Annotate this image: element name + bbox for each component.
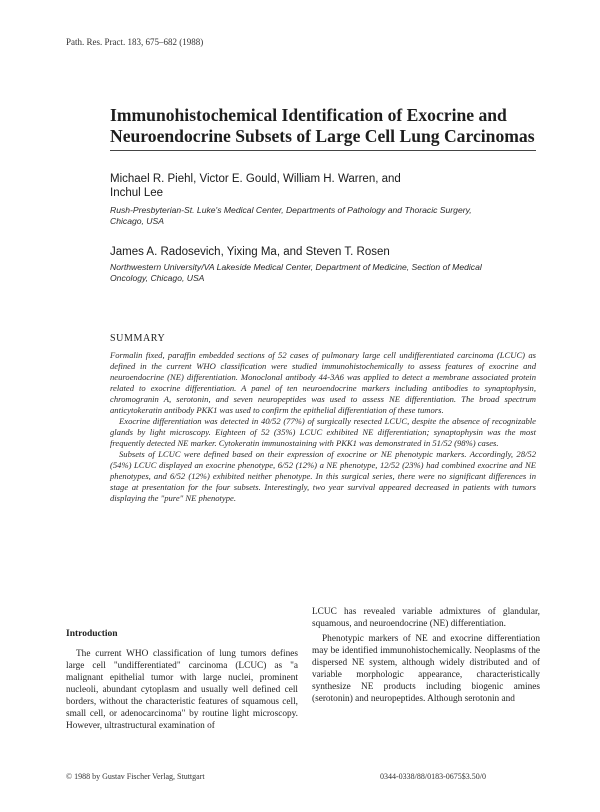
body-paragraph: LCUC has revealed variable admixtures of glandular, squamous, and neuroendocrine (NE) differentiation. — [312, 607, 540, 629]
journal-reference: Path. Res. Pract. 183, 675–682 (1988) — [66, 37, 204, 47]
author-group-1: Michael R. Piehl, Victor E. Gould, William H. Warren, and Inchul Lee — [110, 173, 401, 199]
author-group-2: James A. Radosevich, Yixing Ma, and Steven T. Rosen — [110, 246, 390, 258]
body-paragraph: Phenotypic markers of NE and exocrine differentiation may be identified immunohistochemically. Neoplasms of the dispersed NE system, although widely distributed and of variable morphologic appearance, characteristically synthesize NE products including biogenic amines (serotonin) and neuropeptides. Although serotonin and — [312, 634, 540, 704]
body-column-right — [312, 606, 540, 708]
article-title — [110, 105, 550, 147]
abstract-paragraph: Exocrine differentiation was detected in 40/52 (77%) of surgically resected LCUC, despite the absence of recognizable glands by light microscopy. Eighteen of 52 (35%) LCUC exhibited NE differentiation; synaptophysin was the most frequently detected NE marker. Cytokeratin immunostaining with PKK1 was demonstrated in 51/52 (98%) cases. — [110, 416, 536, 448]
body-paragraph: The current WHO classification of lung tumors defines large cell "undifferentiated" carcinoma (LCUC) as "a malignant epithelial tumor with large nuclei, prominent nucleoli, abundant cytoplasm and usually well defined cell borders, without the characteristic features of squamous cell, small cell, or adenocarcinoma" by routine light microscopy. However, ultrastructural examination of — [66, 649, 298, 731]
introduction-heading: Introduction — [66, 629, 118, 639]
title-divider — [110, 150, 536, 151]
copyright-notice: © 1988 by Gustav Fischer Verlag, Stuttgart — [66, 772, 205, 781]
article-code: 0344-0338/88/0183-0675$3.50/0 — [380, 772, 486, 781]
affiliation-2: Northwestern University/VA Lakeside Medical Center, Department of Medicine, Section of Medical Oncology, Chicago, USA — [110, 262, 482, 283]
title-line-2: Neuroendocrine Subsets of Large Cell Lung Carcinomas — [110, 126, 535, 146]
affiliation-1: Rush-Presbyterian-St. Luke's Medical Center, Departments of Pathology and Thoracic Surgery, Chicago, USA — [110, 205, 472, 226]
abstract — [110, 350, 536, 504]
abstract-paragraph: Formalin fixed, paraffin embedded sections of 52 cases of pulmonary large cell undifferentiated carcinoma (LCUC) as defined in the current WHO classification were studied immunohistochemically to assess features of exocrine and neuroendocrine (NE) differentiation. Monoclonal antibody 44-3A6 was applied to detect a membrane associated protein related to exocrine differentiation. A panel of ten neuroendocrine markers including antibodies to synaptophysin, chromogranin A, serotonin, and seven neuropeptides was used to assess NE differentiation. The broad spectrum anticytokeratin antibody PKK1 was used to confirm the epithelial differentiation of these tumors. — [110, 350, 536, 415]
body-column-left — [66, 628, 298, 735]
abstract-paragraph: Subsets of LCUC were defined based on their expression of exocrine or NE phenotypic markers. Accordingly, 28/52 (54%) LCUC displayed an exocrine phenotype, 6/52 (12%) a NE phenotype, 12/52 (23%) had combined exocrine and NE phenotypes, and 6/52 (12%) exhibited neither phenotype. In this surgical series, there were no significant differences in stage at presentation for the four subsets. Interestingly, two year survival appeared decreased in patients with tumors displaying the "pure" NE phenotype. — [110, 449, 536, 503]
summary-heading: SUMMARY — [110, 333, 166, 344]
title-line-1: Immunohistochemical Identification of Exocrine and — [110, 105, 507, 125]
